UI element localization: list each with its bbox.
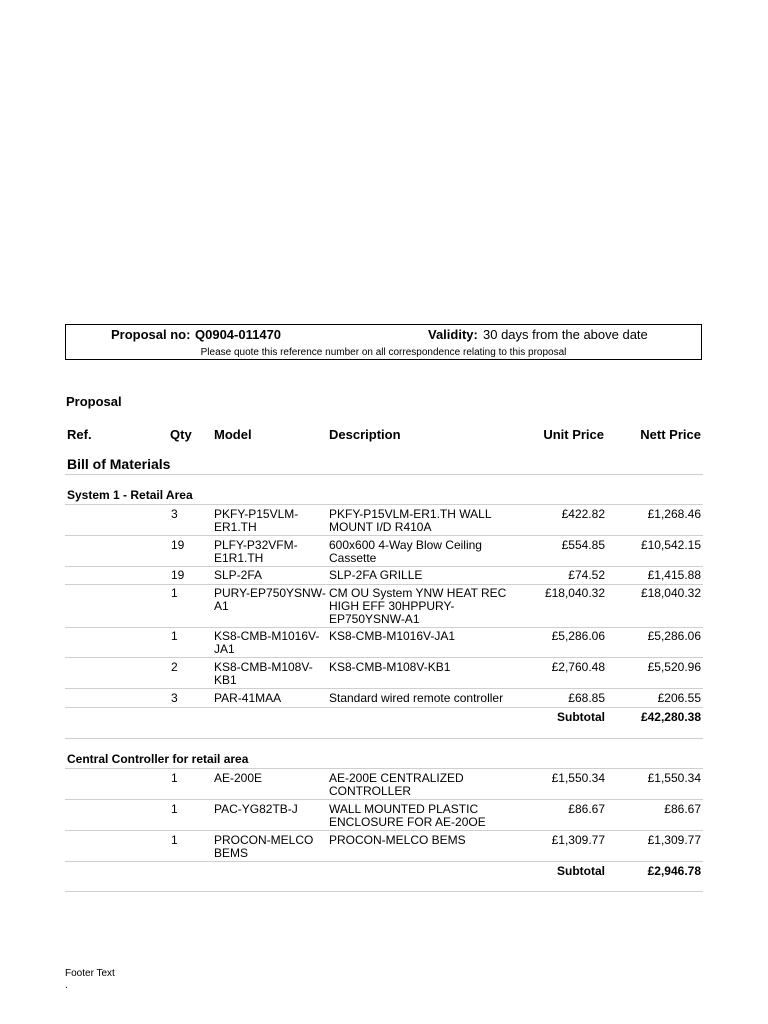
- row-qty: 2: [171, 660, 178, 674]
- divider: [65, 891, 703, 892]
- divider: [65, 566, 703, 567]
- row-description: CM OU System YNW HEAT REC HIGH EFF 30HPPURY-EP750YSNW-A1: [329, 586, 507, 626]
- column-header-model: Model: [214, 427, 252, 442]
- divider: [65, 504, 703, 505]
- divider: [65, 474, 703, 475]
- divider: [65, 707, 703, 708]
- footer: [65, 968, 115, 992]
- row-qty: 3: [171, 507, 178, 521]
- row-qty: 1: [171, 629, 178, 643]
- row-nett-price: £10,542.15: [640, 538, 701, 552]
- row-unit-price: £86.67: [568, 802, 605, 816]
- row-unit-price: £5,286.06: [551, 629, 605, 643]
- row-nett-price: £1,550.34: [647, 771, 701, 785]
- section-title: Proposal: [66, 394, 122, 409]
- footer-mark: .: [65, 980, 68, 991]
- reference-note: Please quote this reference number on all correspondence relating to this proposal: [200, 347, 567, 358]
- divider: [65, 861, 703, 862]
- row-qty: 3: [171, 691, 178, 705]
- row-nett-price: £5,520.96: [647, 660, 701, 674]
- divider: [65, 768, 703, 769]
- row-unit-price: £2,760.48: [551, 660, 605, 674]
- column-header-nett-price: Nett Price: [640, 427, 701, 442]
- proposal-number: Q0904-011470: [195, 327, 282, 342]
- divider: [65, 688, 703, 689]
- row-description: WALL MOUNTED PLASTIC ENCLOSURE FOR AE-20OE: [329, 802, 486, 829]
- subtotal-amount: £2,946.78: [647, 864, 701, 878]
- row-model: KS8-CMB-M1016V-JA1: [214, 629, 320, 656]
- row-model: PAR-41MAA: [214, 691, 282, 705]
- row-description: 600x600 4-Way Blow Ceiling Cassette: [329, 538, 482, 565]
- column-header-description: Description: [329, 427, 401, 442]
- row-qty: 19: [171, 538, 185, 552]
- divider: [65, 738, 703, 739]
- bill-of-materials-title: Bill of Materials: [67, 456, 171, 472]
- row-model: KS8-CMB-M108V-KB1: [214, 660, 313, 687]
- divider: [65, 627, 703, 628]
- row-unit-price: £74.52: [568, 568, 605, 582]
- row-unit-price: £554.85: [561, 538, 605, 552]
- row-qty: 1: [171, 802, 178, 816]
- group-title: System 1 - Retail Area: [67, 488, 193, 502]
- subtotal-label: Subtotal: [557, 864, 605, 878]
- row-description: PROCON-MELCO BEMS: [329, 833, 466, 847]
- row-description: Standard wired remote controller: [329, 691, 504, 705]
- row-description: SLP-2FA GRILLE: [329, 568, 423, 582]
- row-qty: 1: [171, 771, 178, 785]
- row-nett-price: £18,040.32: [640, 586, 701, 600]
- row-model: PAC-YG82TB-J: [214, 802, 298, 816]
- row-nett-price: £1,309.77: [647, 833, 701, 847]
- row-qty: 1: [171, 586, 178, 600]
- row-model: PLFY-P32VFM-E1R1.TH: [214, 538, 298, 565]
- row-qty: 19: [171, 568, 185, 582]
- divider: [65, 830, 703, 831]
- footer-text: Footer Text: [65, 968, 115, 979]
- row-nett-price: £1,415.88: [647, 568, 701, 582]
- row-description: AE-200E CENTRALIZED CONTROLLER: [329, 771, 464, 798]
- group-title: Central Controller for retail area: [67, 752, 249, 766]
- divider: [65, 535, 703, 536]
- row-unit-price: £1,550.34: [551, 771, 605, 785]
- row-nett-price: £5,286.06: [647, 629, 701, 643]
- column-header-ref: Ref.: [67, 427, 92, 442]
- row-unit-price: £1,309.77: [551, 833, 605, 847]
- row-nett-price: £206.55: [657, 691, 701, 705]
- column-header-unit-price: Unit Price: [543, 427, 604, 442]
- divider: [65, 799, 703, 800]
- row-unit-price: £422.82: [561, 507, 605, 521]
- row-description: PKFY-P15VLM-ER1.TH WALL MOUNT I/D R410A: [329, 507, 492, 534]
- subtotal-label: Subtotal: [557, 710, 605, 724]
- row-model: PROCON-MELCO BEMS: [214, 833, 314, 860]
- divider: [65, 584, 703, 585]
- row-description: KS8-CMB-M108V-KB1: [329, 660, 451, 674]
- row-unit-price: £18,040.32: [544, 586, 605, 600]
- row-model: PKFY-P15VLM-ER1.TH: [214, 507, 299, 534]
- row-nett-price: £86.67: [664, 802, 701, 816]
- subtotal-amount: £42,280.38: [640, 710, 701, 724]
- validity-label: Validity:: [428, 327, 478, 342]
- column-header-qty: Qty: [170, 427, 192, 442]
- reference-box: [65, 324, 702, 360]
- divider: [65, 657, 703, 658]
- row-description: KS8-CMB-M1016V-JA1: [329, 629, 456, 643]
- proposal-number-label: Proposal no:: [111, 327, 191, 342]
- validity-value: 30 days from the above date: [483, 327, 648, 342]
- row-unit-price: £68.85: [568, 691, 605, 705]
- row-nett-price: £1,268.46: [647, 507, 701, 521]
- row-model: SLP-2FA: [214, 568, 263, 582]
- row-qty: 1: [171, 833, 178, 847]
- row-model: AE-200E: [214, 771, 263, 785]
- row-model: PURY-EP750YSNW-A1: [214, 586, 326, 613]
